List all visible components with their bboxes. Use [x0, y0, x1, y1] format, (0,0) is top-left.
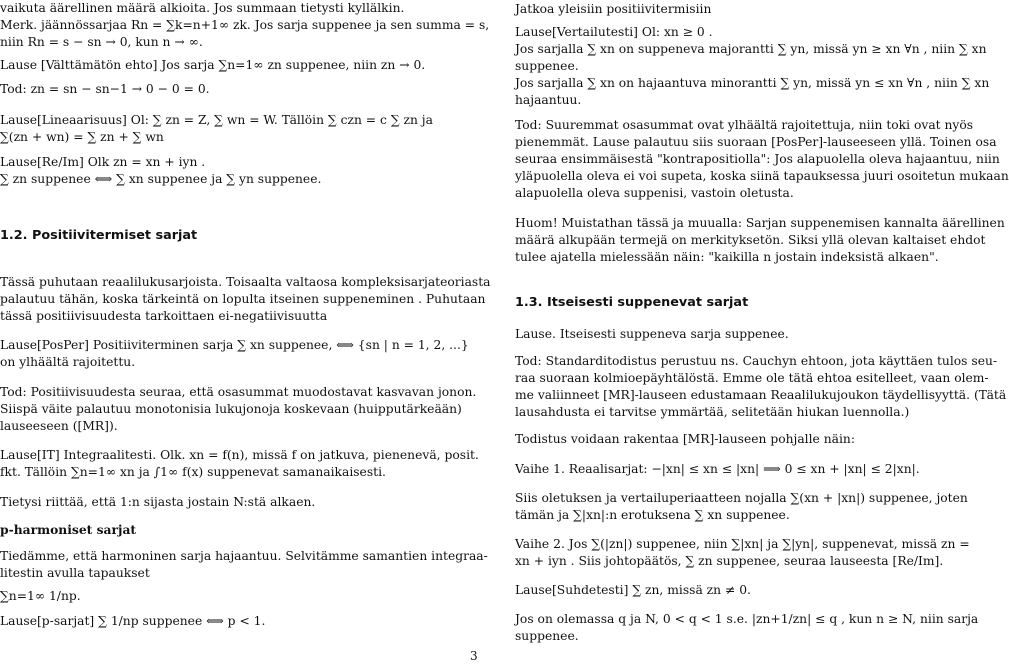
it-line: Lause[IT] Integraalitesti. Olk. xn = f(n), missä f on jatkuva, pienenevä, posit.: [0, 448, 479, 462]
huom-line: tulee ajatella mielessään näin: "kaikilla n jostain indeksistä alkaen".: [515, 250, 939, 264]
right-column: [515, 0, 1009, 645]
suhdetesti-line: Lause[Suhdetesti] ∑ zn, missä zn ≠ 0.: [515, 583, 751, 597]
suhdetesti-cond-line: Jos on olemassa q ja N, 0 < q < 1 s.e. |zn+1/zn| ≤ q , kun n ≥ N, niin sarja: [515, 612, 979, 626]
vertailu-line: Jos sarjalla ∑ xn on suppeneva majorantti ∑ yn, missä yn ≥ xn ∀n , niin ∑ xn: [515, 42, 987, 56]
page-number: 3: [470, 649, 478, 663]
intro-paragraph-line: Tässä puhutaan reaalilukusarjoista. Toisaalta valtaosa kompleksisarjateoriasta: [0, 275, 491, 289]
tod-posper-line: lauseeseen ([MR]).: [0, 419, 118, 433]
tod-vertailu-line: seuraa ensimmäisestä "kontrapositiolla": Jos alapuolella oleva hajaantuu, niin: [515, 152, 1000, 166]
tod-itseis-line: lausahdusta ei tarvitse ymmärtää, selitetään hiukan luennolla.): [515, 405, 910, 419]
vaihe2-line: Vaihe 2. Jos ∑(|zn|) suppenee, niin ∑|xn| ja ∑|yn|, suppenevat, missä zn =: [515, 537, 970, 551]
it-line: fkt. Tällöin ∑n=1∞ xn ja ∫1∞ f(x) suppenevat samanaikaisesti.: [0, 465, 386, 479]
siis-line: Siis oletuksen ja vertailuperiaatteen nojalla ∑(xn + |xn|) suppenee, joten: [515, 491, 968, 505]
tod-vertailu-line: Tod: Suuremmat osasummat ovat ylhäältä rajoitettuja, niin toki ovat nyös: [515, 118, 974, 132]
left-column: [0, 0, 491, 630]
tod-vertailu-line: alapuolella oleva suppenisi, vastoin oletusta.: [515, 186, 794, 200]
harmonic-line: litestin avulla tapaukset: [0, 566, 150, 580]
vertailu-line: hajaantuu.: [515, 93, 582, 107]
tod-posper-line: Siispä väite palautuu monotonisia lukujonoja koskevaan (huipputärkeään): [0, 402, 462, 416]
huom-line: määrä alkupään termejä on merkityksetön. Siksi yllä olevan kaltaiset ehdot: [515, 233, 986, 247]
posper-line: on ylhäältä rajoitettu.: [0, 355, 136, 369]
section-heading-1-2: 1.2. Positiivitermiset sarjat: [0, 228, 198, 243]
lineaarisuus-line: ∑(zn + wn) = ∑ zn + ∑ wn: [0, 130, 164, 144]
intro-line: vaikuta äärellinen määrä alkioita. Jos summaan tietysti kyllälkin.: [0, 1, 405, 15]
lause-valttamaton: Lause [Välttämätön ehto] Jos sarja ∑n=1∞ zn suppenee, niin zn → 0.: [0, 58, 426, 72]
intro-paragraph-line: tässä positiivisuudesta tarkoittaen ei-negatiivisuutta: [0, 309, 328, 323]
reim-line: ∑ zn suppenee ⟺ ∑ xn suppenee ja ∑ yn suppenee.: [0, 172, 322, 186]
tod-valttamaton: Tod: zn = sn − sn−1 → 0 − 0 = 0.: [0, 82, 210, 96]
intro-line: niin Rn = s − sn → 0, kun n → ∞.: [0, 35, 203, 49]
siis-line: tämän ja ∑|xn|:n erotuksena ∑ xn suppenee.: [515, 508, 790, 522]
huom-line: Huom! Muistathan tässä ja muualla: Sarjan suppenemisen kannalta äärellinen: [515, 216, 1005, 230]
intro-paragraph-line: palautuu tähän, koska tärkeintä on lopulta itseinen suppeneminen . Puhutaan: [0, 292, 486, 306]
p-series-formula: ∑n=1∞ 1/np.: [0, 589, 81, 603]
tod-posper-line: Tod: Positiivisuudesta seuraa, että osasummat muodostavat kasvavan jonon.: [0, 385, 477, 399]
suhdetesti-cond-line: suppenee.: [515, 629, 579, 643]
todistus-line: Todistus voidaan rakentaa [MR]-lauseen pohjalle näin:: [515, 432, 855, 446]
lineaarisuus-line: Lause[Lineaarisuus] Ol: ∑ zn = Z, ∑ wn = W. Tällöin ∑ czn = c ∑ zn ja: [0, 113, 433, 127]
harmonic-line: Tiedämme, että harmoninen sarja hajaantuu. Selvitämme samantien integraa-: [0, 549, 488, 563]
p-series-lause: Lause[p-sarjat] ∑ 1/np suppenee ⟺ p < 1.: [0, 614, 266, 628]
vertailu-line: suppenee.: [515, 59, 579, 73]
tod-vertailu-line: yläpuolella oleva ei voi supeta, koska siinä tapauksessa juuri osoitetun mukaan: [515, 169, 1009, 183]
tod-itseis-line: raa suoraan kolmioepäyhtälöstä. Emme ole tätä ehtoa esitelleet, vaan olem-: [515, 371, 989, 385]
vertailu-line: Lause[Vertailutesti] Ol: xn ≥ 0 .: [515, 25, 713, 39]
posper-line: Lause[PosPer] Positiiviterminen sarja ∑ xn suppenee, ⟺ {sn | n = 1, 2, ...}: [0, 338, 469, 352]
vaihe1-line: Vaihe 1. Reaalisarjat: −|xn| ≤ xn ≤ |xn| ⟹ 0 ≤ xn + |xn| ≤ 2|xn|.: [515, 462, 920, 476]
vaihe2-line: xn + iyn . Siis johtopäätös, ∑ zn suppenee, seuraa lauseesta [Re/Im].: [515, 554, 944, 568]
section-heading-1-3: 1.3. Itseisesti suppenevat sarjat: [515, 295, 749, 310]
lause-itseis: Lause. Itseisesti suppeneva sarja suppenee.: [515, 327, 789, 341]
p-harmonic-heading: p-harmoniset sarjat: [0, 522, 137, 537]
intro-line: Merk. jäännössarjaa Rn = ∑k=n+1∞ zk. Jos sarja suppenee ja sen summa = s,: [0, 18, 490, 32]
tietysti-line: Tietysi riittää, että 1:n sijasta jostain N:stä alkaen.: [0, 495, 316, 509]
reim-line: Lause[Re/Im] Olk zn = xn + iyn .: [0, 155, 206, 169]
tod-vertailu-line: pienemmät. Lause palautuu siis suoraan [PosPer]-lauseeseen yllä. Toinen osa: [515, 135, 997, 149]
tod-itseis-line: Tod: Standarditodistus perustuu ns. Cauchyn ehtoon, jota käyttäen tulos seu-: [515, 354, 998, 368]
vertailu-line: Jos sarjalla ∑ xn on hajaantuva minorantti ∑ yn, missä yn ≤ xn ∀n , niin ∑ xn: [515, 76, 990, 90]
jatkoa-line: Jatkoa yleisiin positiivitermisiin: [515, 2, 712, 16]
tod-itseis-line: me valiinneet [MR]-lauseen edustamaan Reaalilukujoukon täydellisyyttä. (Tätä: [515, 388, 1007, 402]
